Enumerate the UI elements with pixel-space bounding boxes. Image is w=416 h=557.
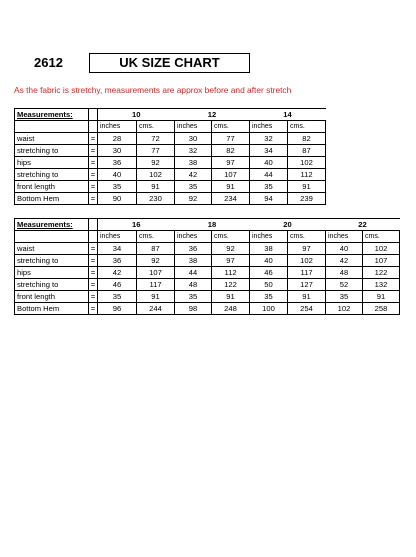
unit-header: cms. bbox=[212, 231, 250, 243]
value-cell: 97 bbox=[288, 243, 326, 255]
equals-cell: = bbox=[89, 169, 98, 181]
value-cell: 48 bbox=[175, 279, 212, 291]
table-row bbox=[15, 157, 326, 169]
measurements-label: Measurements: bbox=[15, 219, 89, 231]
unit-header: inches bbox=[250, 121, 288, 133]
row-label: hips bbox=[15, 267, 89, 279]
equals-cell: = bbox=[89, 255, 98, 267]
value-cell: 102 bbox=[363, 243, 400, 255]
value-cell: 91 bbox=[137, 181, 175, 193]
value-cell: 32 bbox=[250, 133, 288, 145]
value-cell: 77 bbox=[137, 145, 175, 157]
row-label: front length bbox=[15, 291, 89, 303]
size-table-10-14 bbox=[14, 108, 326, 205]
value-cell: 36 bbox=[98, 157, 137, 169]
value-cell: 40 bbox=[250, 157, 288, 169]
unit-header: inches bbox=[98, 231, 137, 243]
value-cell: 91 bbox=[288, 291, 326, 303]
product-code: 2612 bbox=[34, 55, 63, 70]
value-cell: 91 bbox=[137, 291, 175, 303]
value-cell: 42 bbox=[98, 267, 137, 279]
equals-cell: = bbox=[89, 133, 98, 145]
value-cell: 91 bbox=[288, 181, 326, 193]
unit-header: cms. bbox=[288, 231, 326, 243]
value-cell: 38 bbox=[175, 157, 212, 169]
value-cell: 50 bbox=[250, 279, 288, 291]
blank-cell bbox=[89, 219, 98, 231]
value-cell: 87 bbox=[137, 243, 175, 255]
blank-cell bbox=[89, 231, 98, 243]
value-cell: 42 bbox=[175, 169, 212, 181]
value-cell: 46 bbox=[250, 267, 288, 279]
value-cell: 35 bbox=[250, 181, 288, 193]
table-row bbox=[15, 193, 326, 205]
value-cell: 34 bbox=[250, 145, 288, 157]
equals-cell: = bbox=[89, 193, 98, 205]
table-row bbox=[15, 169, 326, 181]
value-cell: 122 bbox=[212, 279, 250, 291]
value-cell: 102 bbox=[288, 157, 326, 169]
row-label: stretching to bbox=[15, 255, 89, 267]
value-cell: 107 bbox=[137, 267, 175, 279]
value-cell: 36 bbox=[98, 255, 137, 267]
value-cell: 248 bbox=[212, 303, 250, 315]
value-cell: 112 bbox=[212, 267, 250, 279]
table-row bbox=[15, 145, 326, 157]
value-cell: 28 bbox=[98, 133, 137, 145]
value-cell: 35 bbox=[98, 181, 137, 193]
row-label: hips bbox=[15, 157, 89, 169]
value-cell: 112 bbox=[288, 169, 326, 181]
unit-header: inches bbox=[98, 121, 137, 133]
unit-header: cms. bbox=[137, 121, 175, 133]
value-cell: 102 bbox=[326, 303, 363, 315]
value-cell: 96 bbox=[98, 303, 137, 315]
equals-cell: = bbox=[89, 157, 98, 169]
row-label: waist bbox=[15, 243, 89, 255]
equals-cell: = bbox=[89, 243, 98, 255]
unit-header: cms. bbox=[137, 231, 175, 243]
size-header: 12 bbox=[175, 109, 250, 121]
value-cell: 94 bbox=[250, 193, 288, 205]
value-cell: 40 bbox=[98, 169, 137, 181]
chart-title: UK SIZE CHART bbox=[89, 53, 250, 73]
value-cell: 122 bbox=[363, 267, 400, 279]
size-header: 16 bbox=[98, 219, 175, 231]
unit-header: cms. bbox=[288, 121, 326, 133]
value-cell: 100 bbox=[250, 303, 288, 315]
value-cell: 32 bbox=[175, 145, 212, 157]
unit-header: cms. bbox=[363, 231, 400, 243]
table-row bbox=[15, 303, 400, 315]
value-cell: 102 bbox=[137, 169, 175, 181]
value-cell: 97 bbox=[212, 255, 250, 267]
table-row bbox=[15, 255, 400, 267]
value-cell: 36 bbox=[175, 243, 212, 255]
row-label: Bottom Hem bbox=[15, 193, 89, 205]
value-cell: 38 bbox=[175, 255, 212, 267]
table-row bbox=[15, 133, 326, 145]
value-cell: 34 bbox=[98, 243, 137, 255]
value-cell: 91 bbox=[212, 291, 250, 303]
unit-header: inches bbox=[326, 231, 363, 243]
value-cell: 35 bbox=[175, 181, 212, 193]
value-cell: 91 bbox=[212, 181, 250, 193]
value-cell: 44 bbox=[250, 169, 288, 181]
value-cell: 87 bbox=[288, 145, 326, 157]
value-cell: 107 bbox=[212, 169, 250, 181]
value-cell: 42 bbox=[326, 255, 363, 267]
value-cell: 30 bbox=[98, 145, 137, 157]
blank-cell bbox=[15, 121, 89, 133]
table-row bbox=[15, 279, 400, 291]
table-row bbox=[15, 291, 400, 303]
size-header: 22 bbox=[326, 219, 400, 231]
value-cell: 35 bbox=[326, 291, 363, 303]
value-cell: 132 bbox=[363, 279, 400, 291]
row-label: waist bbox=[15, 133, 89, 145]
value-cell: 92 bbox=[175, 193, 212, 205]
value-cell: 30 bbox=[175, 133, 212, 145]
value-cell: 102 bbox=[288, 255, 326, 267]
value-cell: 127 bbox=[288, 279, 326, 291]
equals-cell: = bbox=[89, 291, 98, 303]
equals-cell: = bbox=[89, 279, 98, 291]
value-cell: 92 bbox=[137, 157, 175, 169]
value-cell: 35 bbox=[98, 291, 137, 303]
measurements-label: Measurements: bbox=[15, 109, 89, 121]
value-cell: 38 bbox=[250, 243, 288, 255]
value-cell: 117 bbox=[288, 267, 326, 279]
table-row bbox=[15, 243, 400, 255]
equals-cell: = bbox=[89, 267, 98, 279]
value-cell: 40 bbox=[326, 243, 363, 255]
value-cell: 254 bbox=[288, 303, 326, 315]
value-cell: 44 bbox=[175, 267, 212, 279]
value-cell: 90 bbox=[98, 193, 137, 205]
table-row bbox=[15, 267, 400, 279]
row-label: stretching to bbox=[15, 169, 89, 181]
value-cell: 77 bbox=[212, 133, 250, 145]
unit-header: cms. bbox=[212, 121, 250, 133]
unit-header: inches bbox=[175, 231, 212, 243]
stretch-note: As the fabric is stretchy, measurements are approx before and after stretch bbox=[14, 85, 292, 95]
row-label: Bottom Hem bbox=[15, 303, 89, 315]
value-cell: 82 bbox=[212, 145, 250, 157]
table-row bbox=[15, 181, 326, 193]
size-header: 20 bbox=[250, 219, 326, 231]
value-cell: 230 bbox=[137, 193, 175, 205]
size-header: 10 bbox=[98, 109, 175, 121]
value-cell: 40 bbox=[250, 255, 288, 267]
value-cell: 46 bbox=[98, 279, 137, 291]
value-cell: 258 bbox=[363, 303, 400, 315]
blank-cell bbox=[89, 109, 98, 121]
value-cell: 35 bbox=[175, 291, 212, 303]
value-cell: 244 bbox=[137, 303, 175, 315]
unit-header: inches bbox=[250, 231, 288, 243]
value-cell: 234 bbox=[212, 193, 250, 205]
size-header: 14 bbox=[250, 109, 326, 121]
row-label: stretching to bbox=[15, 145, 89, 157]
size-table-16-22 bbox=[14, 218, 400, 315]
value-cell: 97 bbox=[212, 157, 250, 169]
value-cell: 107 bbox=[363, 255, 400, 267]
size-header: 18 bbox=[175, 219, 250, 231]
value-cell: 82 bbox=[288, 133, 326, 145]
equals-cell: = bbox=[89, 303, 98, 315]
value-cell: 92 bbox=[137, 255, 175, 267]
value-cell: 52 bbox=[326, 279, 363, 291]
value-cell: 98 bbox=[175, 303, 212, 315]
value-cell: 72 bbox=[137, 133, 175, 145]
equals-cell: = bbox=[89, 181, 98, 193]
value-cell: 91 bbox=[363, 291, 400, 303]
row-label: stretching to bbox=[15, 279, 89, 291]
unit-header: inches bbox=[175, 121, 212, 133]
blank-cell bbox=[89, 121, 98, 133]
value-cell: 48 bbox=[326, 267, 363, 279]
value-cell: 117 bbox=[137, 279, 175, 291]
row-label: front length bbox=[15, 181, 89, 193]
equals-cell: = bbox=[89, 145, 98, 157]
value-cell: 35 bbox=[250, 291, 288, 303]
value-cell: 239 bbox=[288, 193, 326, 205]
value-cell: 92 bbox=[212, 243, 250, 255]
blank-cell bbox=[15, 231, 89, 243]
